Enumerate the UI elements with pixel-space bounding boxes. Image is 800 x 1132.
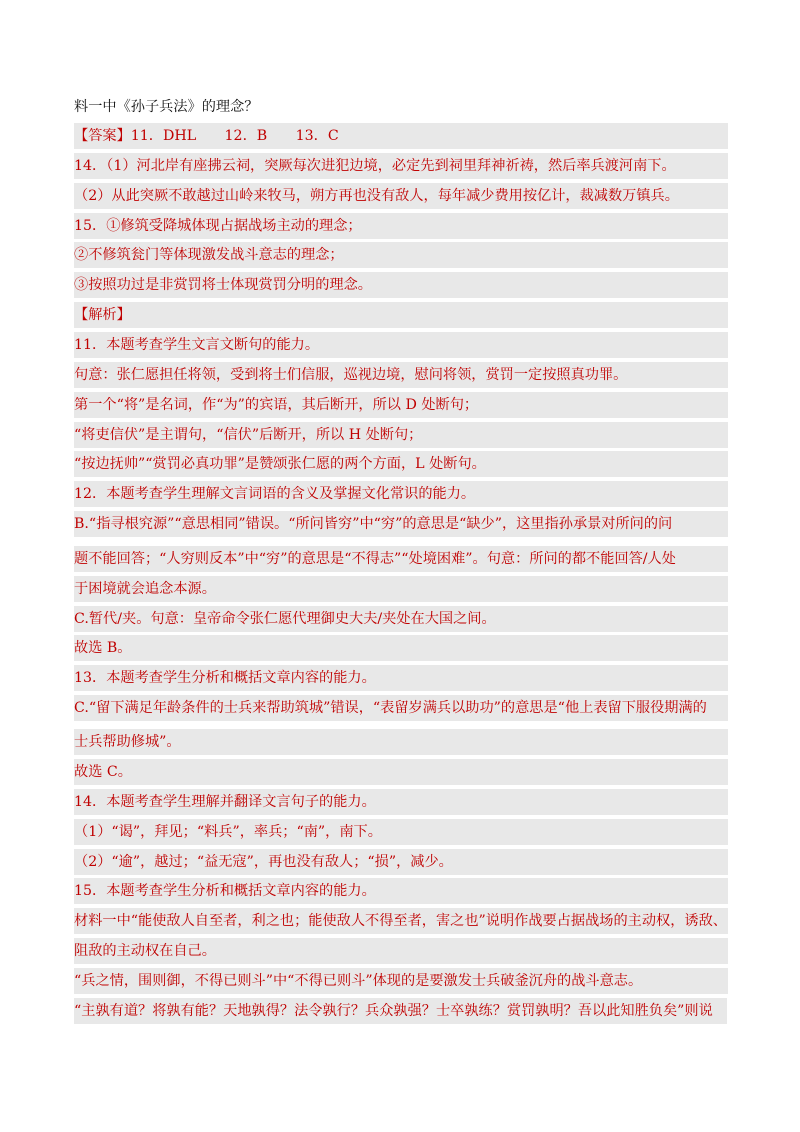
analysis-11-intro: 11．本题考查学生文言文断句的能力。 (74, 332, 728, 358)
analysis-14-1: （1）“谒”，拜见；“料兵”，率兵；“南”，南下。 (74, 819, 728, 845)
analysis-12-b-line2: 题不能回答；“人穷则反本”中“穷”的意思是“不得志”“处境困难”。句意：所问的都不能回答/人处 (74, 546, 728, 572)
answer-15-3: ③按照功过是非赏罚将士体现赏罚分明的理念。 (74, 272, 728, 298)
analysis-13-choice: 故选 C。 (74, 759, 728, 785)
answer-15-1: 15．①修筑受降城体现占据战场主动的理念； (74, 213, 728, 239)
question-continuation: 料一中《孙子兵法》的理念？ (74, 99, 259, 115)
analysis-15-line1: 材料一中“能使敌人自至者，利之也；能使敌人不得至者，害之也”说明作战要占据战场的主动权，诱敌、 (74, 908, 728, 934)
analysis-14-intro: 14．本题考查学生理解并翻译文言句子的能力。 (74, 789, 728, 815)
answer-header-line: 【答案】11．DHL 12．B 13．C (74, 123, 728, 149)
analysis-13-c-line1: C.“留下满足年龄条件的士兵来帮助筑城”错误，“表留岁满兵以助功”的意思是“他上表留下服役期满的 (74, 695, 728, 721)
analysis-15-line3: “兵之情，围则御，不得已则斗”中“不得已则斗”体现的是要激发士兵破釜沉舟的战斗意志。 (74, 968, 728, 994)
analysis-11-d: 第一个“将”是名词，作“为”的宾语，其后断开，所以 D 处断句； (74, 392, 728, 418)
analysis-15-line2: 阻敌的主动权在自己。 (74, 938, 728, 964)
analysis-11-meaning: 句意：张仁愿担任将领，受到将士们信服，巡视边境，慰问将领，赏罚一定按照真功罪。 (74, 362, 728, 388)
analysis-11-h: “将吏信伏”是主谓句，“信伏”后断开，所以 H 处断句； (74, 422, 728, 448)
analysis-12-b-line3: 于困境就会追念本源。 (74, 576, 728, 602)
answer-15-2: ②不修筑瓮门等体现激发战斗意志的理念； (74, 242, 728, 268)
analysis-12-c: C.暂代/夹。句意：皇帝命令张仁愿代理御史大夫/夹处在大国之间。 (74, 606, 728, 632)
analysis-13-intro: 13．本题考查学生分析和概括文章内容的能力。 (74, 665, 728, 691)
analysis-13-c-line2: 士兵帮助修城”。 (74, 729, 728, 755)
analysis-header: 【解析】 (74, 302, 728, 328)
analysis-12-intro: 12．本题考查学生理解文言词语的含义及掌握文化常识的能力。 (74, 481, 728, 507)
analysis-14-2: （2）“逾”，越过；“益无寇”，再也没有敌人；“损”，减少。 (74, 849, 728, 875)
analysis-15-intro: 15．本题考查学生分析和概括文章内容的能力。 (74, 878, 728, 904)
analysis-12-choice: 故选 B。 (74, 635, 728, 661)
answer-14-2: （2）从此突厥不敢越过山岭来牧马，朔方再也没有敌人，每年减少费用按亿计，裁减数万镇兵。 (74, 183, 728, 209)
answer-14-1: 14．（1）河北岸有座拂云祠，突厥每次进犯边境，必定先到祠里拜神祈祷，然后率兵渡河南下。 (74, 153, 728, 179)
analysis-15-line4: “主孰有道？将孰有能？天地孰得？法令孰行？兵众孰强？士卒孰练？赏罚孰明？吾以此知胜负矣”则说 (74, 998, 727, 1024)
analysis-12-b-line1: B.“指寻根究源”“意思相同”错误。“所问皆穷”中“穷”的意思是“缺少”，这里指孙承景对所问的问 (74, 511, 728, 537)
analysis-11-l: “按边抚帅”“赏罚必真功罪”是赞颂张仁愿的两个方面，L 处断句。 (74, 451, 728, 477)
